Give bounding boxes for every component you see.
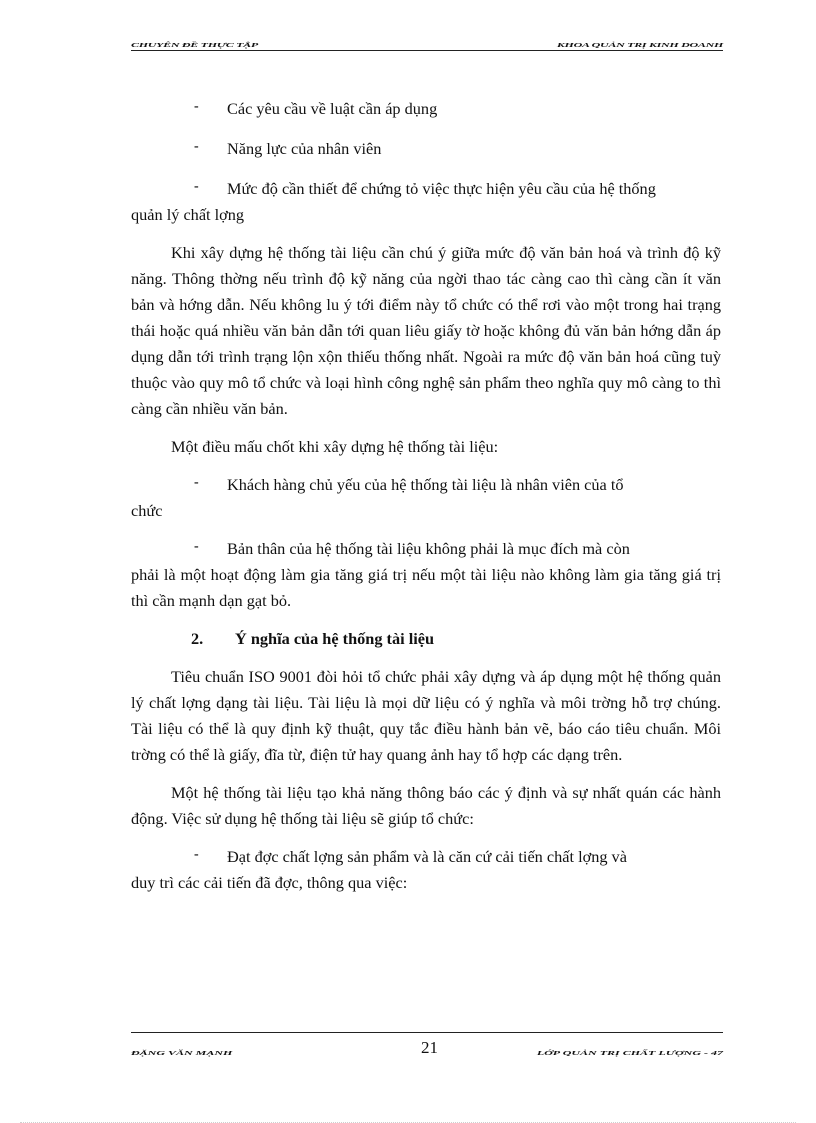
bullet-text: Các yêu cầu về luật cần áp dụng [227, 99, 438, 118]
dash-bullet-icon: - [194, 139, 199, 154]
section-heading [131, 626, 721, 652]
dash-bullet-icon: - [194, 539, 199, 554]
bullet-item [131, 536, 721, 614]
page-footer [131, 1032, 723, 1057]
bullet-item [131, 844, 721, 896]
paragraph: Một điều mấu chốt khi xây dựng hệ thống tài liệu: [171, 437, 499, 456]
bullet-text-line2: chức [131, 501, 163, 520]
dash-bullet-icon: - [194, 99, 199, 114]
bullet-item [131, 96, 721, 122]
page-number: 21 [421, 1038, 438, 1057]
bullet-text-rest: phải là một hoạt động làm gia tăng giá trị nếu một tài liệu nào không làm gia tăng giá trị thì cần mạnh dạn gạt bỏ. [131, 565, 721, 610]
bullet-text-line2: quản lý chất lợng [131, 205, 245, 224]
page-header [131, 32, 723, 51]
bullet-text-line1: Khách hàng chủ yếu của hệ thống tài liệu là nhân viên của tổ [227, 475, 624, 494]
bullet-text-line2: duy trì các cải tiến đã đợc, thông qua việc: [131, 873, 408, 892]
document-body [131, 96, 721, 896]
dash-bullet-icon: - [194, 179, 199, 194]
bullet-text: Năng lực của nhân viên [227, 139, 382, 158]
bullet-item [131, 472, 721, 524]
footer-left-text: ĐẶNG VĂN MẠNH [131, 1048, 233, 1057]
paragraph: Một hệ thống tài liệu tạo khả năng thông báo các ý định và sự nhất quán các hành động. Việc sử dụng hệ thống tài liệu sẽ giúp tổ chức: [131, 783, 721, 828]
section-title: Ý nghĩa của hệ thống tài liệu [235, 629, 435, 648]
bullet-text-line1: Đạt đợc chất lợng sản phẩm và là căn cứ cải tiến chất lợng và [227, 847, 627, 866]
section-number: 2. [191, 629, 204, 648]
header-right-text: KHOA QUẢN TRỊ KINH DOANH [556, 40, 723, 49]
bullet-item [131, 136, 721, 162]
header-left-text: CHUYÊN ĐỀ THỰC TẬP [131, 40, 258, 49]
bullet-text-line1: Bản thân của hệ thống tài liệu không phải là mục đích mà còn [227, 539, 630, 558]
paragraph: Tiêu chuẩn ISO 9001 đòi hỏi tổ chức phải xây dựng và áp dụng một hệ thống quản lý chất lợng dạng tài liệu. Tài liệu là mọi dữ liệu có ý nghĩa và môi trờng hỗ trợ chúng. Tài liệu có thể là quy định kỹ thuật, quy tắc điều hành bản vẽ, báo cáo tiêu chuẩn. Môi trờng có thể là giấy, đĩa từ, điện tử hay quang ảnh hay tổ hợp các dạng trên. [131, 667, 721, 764]
bullet-text-line1: Mức độ cần thiết để chứng tỏ việc thực hiện yêu cầu của hệ thống [227, 179, 656, 198]
footer-right-text: LỚP QUẢN TRỊ CHẤT LƯỢNG - 47 [536, 1048, 723, 1057]
dash-bullet-icon: - [194, 475, 199, 490]
paragraph: Khi xây dựng hệ thống tài liệu cần chú ý giữa mức độ văn bản hoá và trình độ kỹ năng. Thông thờng nếu trình độ kỹ năng của ngời thao tác càng cao thì càng cần ít văn bản và hớng dẫn. Nếu không lu ý tới điểm này tổ chức có thể rơi vào một trong hai trạng thái hoặc quá nhiều văn bản dẫn tới quan liêu giấy tờ hoặc không đủ văn bản hớng dẫn áp dụng dẫn tới trình trạng lộn xộn thiếu thống nhất. Ngoài ra mức độ văn bản hoá cũng tuỳ thuộc vào quy mô tổ chức và loại hình công nghệ sản phẩm theo nghĩa quy mô càng to thì càng cần nhiều văn bản. [131, 243, 721, 418]
bullet-item [131, 176, 721, 228]
dash-bullet-icon: - [194, 847, 199, 862]
